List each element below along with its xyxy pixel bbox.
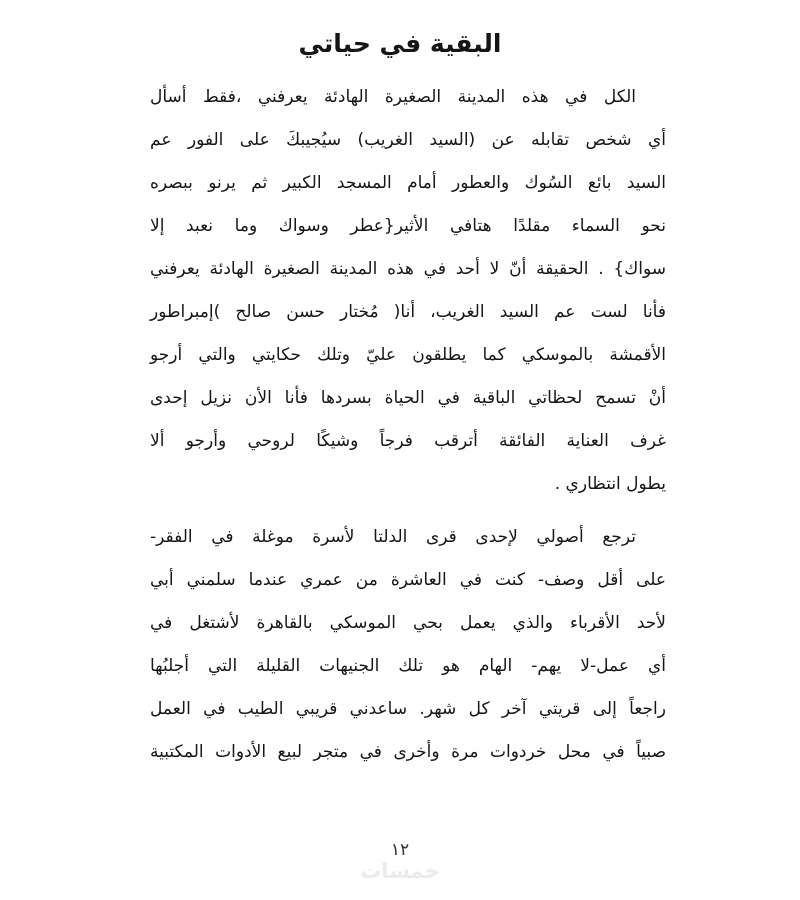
watermark: خمسات xyxy=(360,859,440,883)
text-line: صبياً في محل خردوات مرة وأخرى في متجر لبيع الأدوات المكتبية xyxy=(150,742,666,762)
paragraph-2 xyxy=(150,516,666,774)
paragraph-1 xyxy=(150,76,666,506)
chapter-title: البقية في حياتي xyxy=(298,29,502,58)
text-line: أي عمل-لا يهم- الهام هو تلك الجنيهات القليلة التي أجلبُها xyxy=(150,656,666,676)
text-line: نحو السماء مقلدًا هتافي الأثير{عطر وسواك وما نعبد إلا xyxy=(150,216,666,236)
text-line: الكل في هذه المدينة الصغيرة الهادئة يعرفني ،فقط أسأل xyxy=(150,87,636,107)
text-line: لأحد الأقرباء والذي يعمل بحي الموسكي بالقاهرة لأشتغل في xyxy=(150,613,666,633)
text-line: يطول انتظاري . xyxy=(554,474,666,494)
text-line: ترجع أصولي لإحدى قرى الدلتا لأسرة موغلة في الفقر- xyxy=(150,527,636,547)
page-number: ١٢ xyxy=(390,840,410,860)
text-line: راجعاً إلى قريتي آخر كل شهر. ساعدني قريبي الطيب في العمل xyxy=(150,699,666,719)
text-line: على أقل وصف- كنت في العاشرة من عمري عندما سلمني أبي xyxy=(150,570,666,590)
text-line: الأقمشة بالموسكي كما يطلقون عليّ وتلك حكايتي والتي أرجو xyxy=(150,345,666,365)
text-line: أي شخص تقابله عن (السيد الغريب) سيُجيبكَ على الفور عم xyxy=(150,130,666,150)
text-line: فأنا لست عم السيد الغريب، أنا( مُختار حسن صالح )إمبراطور xyxy=(150,302,666,322)
text-line: غرف العناية الفائقة أترقب فرجاً وشيكًا لروحي وأرجو ألا xyxy=(150,431,666,451)
text-line: أنْ تسمح لحظاتي الباقية في الحياة بسردها فأنا الأن نزيل إحدى xyxy=(150,388,666,408)
text-line: السيد بائع السُوك والعطور أمام المسجد الكبير ثم يرنو ببصره xyxy=(150,173,666,193)
text-line: سواك} . الحقيقة أنّ لا أحد في هذه المدينة الصغيرة الهادئة يعرفني xyxy=(150,259,666,279)
